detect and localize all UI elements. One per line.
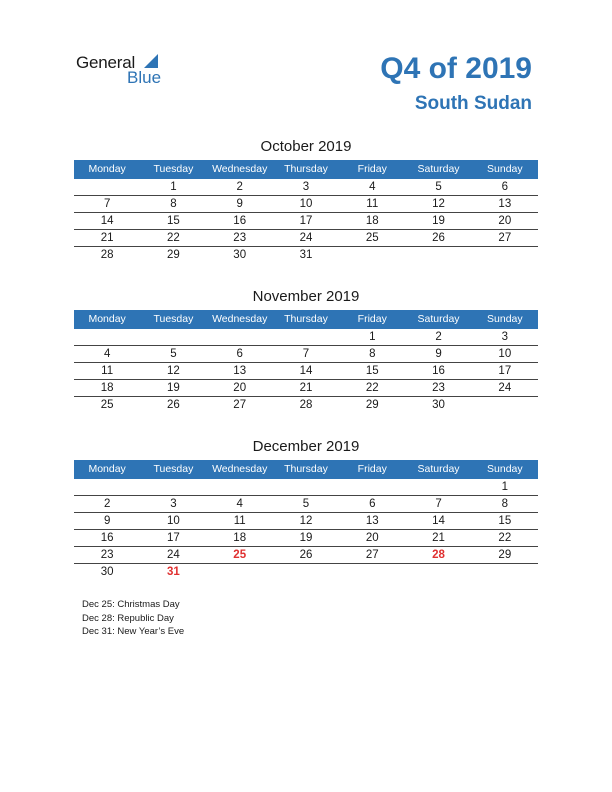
day-cell: 6 bbox=[369, 498, 376, 510]
day-cell: 10 bbox=[167, 515, 180, 527]
day-cell: 28 bbox=[299, 399, 313, 411]
week-row bbox=[74, 496, 538, 513]
day-cell: 11 bbox=[101, 365, 114, 377]
day-cell: 31 bbox=[299, 249, 313, 261]
weekday-label: Friday bbox=[357, 163, 387, 175]
day-cell: 1 bbox=[170, 181, 177, 193]
weekday-header bbox=[74, 160, 538, 179]
week-row bbox=[74, 247, 538, 264]
weekday-label: Friday bbox=[357, 463, 387, 475]
day-cell: 30 bbox=[100, 566, 114, 578]
day-cell bbox=[207, 329, 273, 345]
week-row bbox=[74, 397, 538, 414]
day-cell bbox=[273, 564, 339, 581]
day-cell: 26 bbox=[167, 399, 180, 411]
day-cell: 19 bbox=[167, 382, 180, 394]
day-cell: 17 bbox=[498, 365, 512, 377]
month-october bbox=[74, 138, 538, 264]
day-cell bbox=[405, 479, 471, 495]
day-cell: 10 bbox=[498, 348, 512, 360]
week-row bbox=[74, 346, 538, 363]
day-cell: 26 bbox=[299, 549, 313, 561]
day-cell: 2 bbox=[236, 181, 243, 193]
day-cell: 8 bbox=[369, 348, 376, 360]
week-row bbox=[74, 329, 538, 346]
day-cell: 10 bbox=[299, 198, 313, 210]
holiday-note: Dec 28: Republic Day bbox=[82, 612, 174, 624]
day-cell: 30 bbox=[432, 399, 445, 411]
day-cell bbox=[140, 479, 206, 495]
day-cell: 13 bbox=[233, 365, 247, 377]
weekday-label: Monday bbox=[88, 463, 126, 475]
day-cell: 20 bbox=[233, 382, 247, 394]
day-cell: 24 bbox=[299, 232, 313, 244]
day-cell: 3 bbox=[501, 331, 509, 343]
weekday-label: Tuesday bbox=[153, 313, 194, 325]
day-cell: 22 bbox=[365, 382, 379, 394]
week-row bbox=[74, 196, 538, 213]
day-cell: 16 bbox=[233, 215, 247, 227]
week-row bbox=[74, 530, 538, 547]
day-cell: 23 bbox=[233, 232, 247, 244]
day-cell: 4 bbox=[236, 498, 243, 510]
day-cell bbox=[140, 329, 206, 345]
day-cell: 1 bbox=[369, 331, 376, 343]
day-cell: 29 bbox=[365, 399, 379, 411]
day-cell: 5 bbox=[170, 348, 177, 360]
day-cell: 7 bbox=[302, 348, 310, 360]
day-cell: 11 bbox=[233, 515, 246, 527]
day-cell: 17 bbox=[299, 215, 313, 227]
day-cell: 12 bbox=[299, 515, 313, 527]
month-title: November 2019 bbox=[252, 288, 360, 305]
week-row bbox=[74, 380, 538, 397]
day-cell: 5 bbox=[435, 181, 442, 193]
holiday-note: Dec 25: Christmas Day bbox=[82, 599, 180, 610]
day-cell: 20 bbox=[365, 532, 379, 544]
day-cell bbox=[405, 247, 471, 264]
day-cell: 21 bbox=[299, 382, 313, 394]
day-cell bbox=[339, 479, 405, 495]
day-cell: 11 bbox=[366, 198, 379, 210]
day-cell: 23 bbox=[432, 382, 445, 394]
logo-text-blue: Blue bbox=[127, 68, 162, 87]
day-cell: 5 bbox=[302, 498, 310, 510]
day-cell: 12 bbox=[432, 198, 445, 210]
day-cell: 14 bbox=[100, 215, 114, 227]
day-cell: 6 bbox=[236, 348, 243, 360]
week-row bbox=[74, 479, 538, 496]
day-cell: 31 bbox=[167, 566, 180, 578]
day-cell: 13 bbox=[498, 198, 512, 210]
weekday-label: Wednesday bbox=[212, 313, 268, 325]
day-cell: 3 bbox=[170, 498, 177, 510]
day-cell: 26 bbox=[432, 232, 445, 244]
day-cell bbox=[339, 247, 405, 264]
day-cell: 13 bbox=[365, 515, 379, 527]
day-cell: 16 bbox=[432, 365, 445, 377]
day-cell bbox=[207, 479, 273, 495]
day-cell bbox=[405, 564, 471, 581]
weekday-label: Sunday bbox=[487, 163, 523, 175]
weekday-label: Sunday bbox=[487, 463, 523, 475]
weekday-label: Thursday bbox=[284, 163, 328, 175]
day-cell: 25 bbox=[365, 232, 379, 244]
weekday-label: Saturday bbox=[417, 313, 460, 325]
day-cell: 29 bbox=[498, 549, 512, 561]
weekday-label: Saturday bbox=[417, 163, 460, 175]
weekday-label: Thursday bbox=[284, 463, 328, 475]
week-row bbox=[74, 363, 538, 380]
day-cell: 19 bbox=[299, 532, 313, 544]
weekday-label: Wednesday bbox=[212, 463, 268, 475]
day-cell: 17 bbox=[167, 532, 180, 544]
week-row bbox=[74, 213, 538, 230]
day-cell: 22 bbox=[167, 232, 180, 244]
logo-triangle-icon bbox=[144, 54, 158, 68]
week-row bbox=[74, 547, 538, 564]
weekday-label: Thursday bbox=[284, 313, 328, 325]
day-cell: 27 bbox=[498, 232, 512, 244]
day-cell bbox=[273, 329, 339, 345]
weekday-header bbox=[74, 460, 538, 479]
day-cell: 7 bbox=[103, 198, 111, 210]
day-cell bbox=[472, 247, 538, 264]
day-cell bbox=[339, 564, 405, 581]
weekday-label: Tuesday bbox=[153, 463, 194, 475]
week-row bbox=[74, 230, 538, 247]
month-november bbox=[74, 288, 538, 414]
day-cell bbox=[74, 479, 140, 495]
weekday-label: Monday bbox=[88, 163, 126, 175]
day-cell: 28 bbox=[100, 249, 114, 261]
day-cell: 7 bbox=[435, 498, 442, 510]
logo-text-general: General bbox=[76, 53, 136, 72]
day-cell: 28 bbox=[432, 549, 445, 561]
day-cell: 9 bbox=[103, 515, 111, 527]
month-december bbox=[74, 438, 538, 581]
weekday-header bbox=[74, 310, 538, 329]
day-cell: 18 bbox=[233, 532, 247, 544]
day-cell bbox=[472, 564, 538, 581]
day-cell: 2 bbox=[435, 331, 442, 343]
day-cell: 22 bbox=[498, 532, 512, 544]
day-cell: 19 bbox=[432, 215, 445, 227]
weekday-label: Friday bbox=[357, 313, 387, 325]
day-cell: 4 bbox=[103, 348, 111, 360]
page-title: Q4 of 2019 bbox=[380, 52, 532, 85]
day-cell: 12 bbox=[167, 365, 180, 377]
day-cell: 1 bbox=[501, 481, 509, 493]
day-cell: 9 bbox=[236, 198, 243, 210]
day-cell: 27 bbox=[233, 399, 247, 411]
day-cell: 25 bbox=[100, 399, 114, 411]
day-cell bbox=[74, 329, 140, 345]
holiday-notes bbox=[82, 598, 184, 639]
day-cell: 29 bbox=[167, 249, 180, 261]
week-row bbox=[74, 564, 538, 581]
weekday-label: Saturday bbox=[417, 463, 460, 475]
month-title: October 2019 bbox=[260, 138, 352, 155]
day-cell bbox=[472, 397, 538, 414]
holiday-note: Dec 31: New Year’s Eve bbox=[82, 626, 185, 637]
day-cell: 14 bbox=[299, 365, 313, 377]
day-cell: 18 bbox=[100, 382, 114, 394]
day-cell: 30 bbox=[233, 249, 247, 261]
day-cell bbox=[207, 564, 273, 581]
weekday-label: Sunday bbox=[487, 313, 523, 325]
day-cell: 23 bbox=[100, 549, 114, 561]
day-cell: 15 bbox=[365, 365, 379, 377]
logo bbox=[76, 53, 176, 89]
day-cell: 14 bbox=[432, 515, 445, 527]
day-cell bbox=[74, 179, 140, 195]
day-cell: 6 bbox=[501, 181, 509, 193]
day-cell: 8 bbox=[170, 198, 177, 210]
country-name: South Sudan bbox=[414, 93, 532, 114]
day-cell: 16 bbox=[100, 532, 114, 544]
day-cell: 21 bbox=[100, 232, 114, 244]
week-row bbox=[74, 179, 538, 196]
day-cell: 25 bbox=[233, 549, 247, 561]
weekday-label: Monday bbox=[88, 313, 126, 325]
day-cell: 3 bbox=[302, 181, 310, 193]
week-row bbox=[74, 513, 538, 530]
day-cell: 21 bbox=[432, 532, 445, 544]
day-cell: 9 bbox=[435, 348, 442, 360]
day-cell: 15 bbox=[498, 515, 512, 527]
month-title: December 2019 bbox=[252, 438, 360, 455]
day-cell: 20 bbox=[498, 215, 512, 227]
day-cell: 4 bbox=[369, 181, 376, 193]
weekday-label: Tuesday bbox=[153, 163, 194, 175]
weekday-label: Wednesday bbox=[212, 163, 268, 175]
day-cell: 24 bbox=[167, 549, 180, 561]
day-cell: 8 bbox=[501, 498, 509, 510]
day-cell: 27 bbox=[365, 549, 379, 561]
day-cell: 2 bbox=[103, 498, 111, 510]
day-cell: 18 bbox=[365, 215, 379, 227]
day-cell: 24 bbox=[498, 382, 512, 394]
day-cell: 15 bbox=[167, 215, 180, 227]
day-cell bbox=[273, 479, 339, 495]
